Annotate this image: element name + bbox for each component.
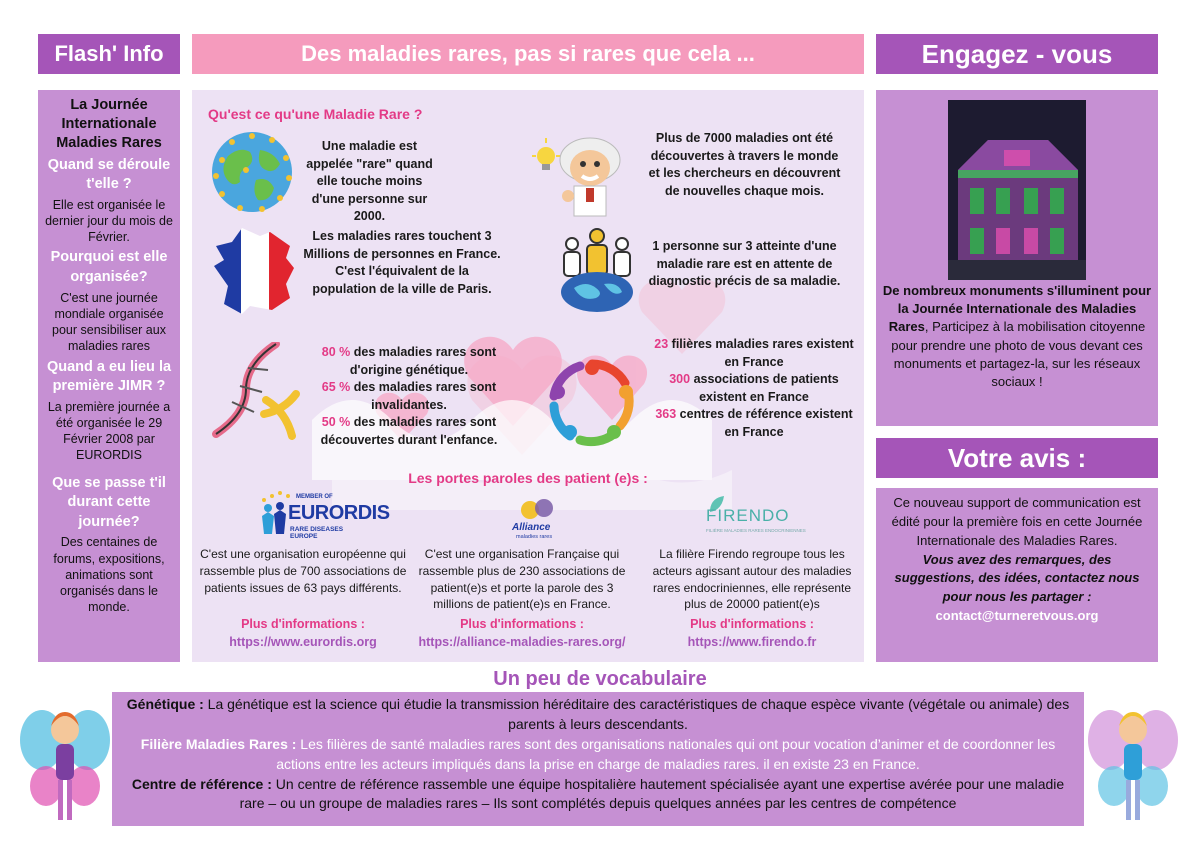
vocab-genetique-def: La génétique est la science qui étudie la transmission héréditaire des caractéristiques de chaque espèce vivante (végétale ou animale) des parents à leurs descendants. <box>203 696 1070 732</box>
question-why: Pourquoi est elle organisée? <box>50 249 168 285</box>
engagez-header: Engagez - vous <box>876 34 1158 74</box>
firendo-desc: La filière Firendo regroupe tous les acteurs agissant autour des maladies rares endocriniennes, elle représente plus de 20000 patient(e)s <box>652 547 852 612</box>
eurordis-sub: RARE DISEASES EUROPE <box>290 526 344 540</box>
flash-info-header: Flash' Info <box>38 34 180 74</box>
avis-invite: Vous avez des remarques, des suggestions, des idées, contactez nous pour nous les partager : <box>894 551 1140 605</box>
stat-50-text: des maladies rares sont découvertes durant l'enfance. <box>320 415 498 447</box>
vocab-title: Un peu de vocabulaire <box>493 668 707 690</box>
fact-rare-definition: Une maladie est appelée "rare" quand elle touche moins d'une personne sur 2000. <box>306 139 433 223</box>
answer-what: Des centaines de forums, expositions, animations sont organisés dans le monde. <box>53 535 165 615</box>
question-what: Que se passe t'il durant cette journée? <box>52 474 166 530</box>
alliance-link[interactable]: https://alliance-maladies-rares.org/ <box>418 634 626 649</box>
answer-why: C'est une journée mondiale organisée pour sensibiliser aux maladies rares <box>52 290 166 354</box>
stat-80-pct: 80 % <box>321 345 351 359</box>
vocab-filiere-term: Filière Maladies Rares : <box>140 735 297 752</box>
scientist-icon <box>532 130 632 218</box>
community-circle-icon <box>544 354 640 450</box>
stat-80 <box>300 344 518 379</box>
monument-illustration <box>948 100 1086 280</box>
stat-300-num: 300 <box>669 372 691 386</box>
stat-300-text: associations de patients existent en France <box>690 372 839 404</box>
fairy-girl-right-icon <box>1088 700 1178 830</box>
stat-80-text: des maladies rares sont d'origine génétique. <box>349 345 497 377</box>
alliance-logo <box>508 496 568 542</box>
firendo-more-label: Plus d'informations : <box>690 617 814 631</box>
stat-363-text: centres de référence existent en France <box>676 407 853 439</box>
firendo-wordmark: FIRENDO <box>706 506 790 525</box>
alliance-sub: maladies rares <box>516 534 553 540</box>
engagez-rest: , Participez à la mobilisation citoyenne pour prendre une photo de vous devant ces monuments et partagez-la, sur les réseaux sociaux ! <box>891 319 1146 389</box>
stat-300 <box>654 371 854 406</box>
firendo-more <box>642 616 862 651</box>
firendo-sub: FILIÈRE MALADIES RARES ENDOCRINIENNES <box>706 528 806 533</box>
question-first: Quand a eu lieu la première JIMR ? <box>46 358 172 395</box>
vocab-centre <box>122 775 1074 815</box>
eurordis-logo <box>252 490 390 542</box>
eurordis-link[interactable]: https://www.eurordis.org <box>229 634 377 649</box>
eurordis-wordmark: EURORDIS <box>288 502 390 524</box>
eurordis-desc: C'est une organisation européenne qui rassemble plus de 700 associations de patients issues de 63 pays différents. <box>199 547 407 595</box>
vocab-centre-def: Un centre de référence rassemble une équipe hospitalière hautement spécialisée ayant une expertise avérée pour une maladie rare – ou un groupe de maladies rares – Ils sont complétés depuis quelques années par les centres de compétence <box>239 775 1065 812</box>
jimr-title: La Journée Internationale Maladies Rares <box>56 97 162 151</box>
eurordis-more <box>198 616 408 651</box>
contact-email[interactable]: contact@turneretvous.org <box>935 608 1099 624</box>
fact-diagnosis: 1 personne sur 3 atteinte d'une maladie rare est en attente de diagnostic précis de sa maladie. <box>648 239 841 288</box>
question-when: Quand se déroule t'elle ? <box>47 156 171 193</box>
fairy-girl-left-icon <box>20 700 110 830</box>
illuminated-monument-photo <box>948 100 1086 280</box>
eurordis-more-label: Plus d'informations : <box>241 617 365 631</box>
stat-23-num: 23 <box>654 337 669 351</box>
porte-paroles-title: Les portes paroles des patient (e)s : <box>408 470 648 486</box>
avis-header: Votre avis : <box>876 438 1158 478</box>
stat-65-text: des maladies rares sont invalidantes. <box>350 380 497 412</box>
stats-genetic <box>300 344 518 449</box>
vocab-genetique <box>122 695 1074 735</box>
answer-when: Elle est organisée le dernier jour du mois de Février. <box>45 197 173 245</box>
stat-23 <box>654 336 854 371</box>
rare-disease-panel <box>192 90 864 662</box>
dna-icon <box>206 342 306 440</box>
alliance-desc: C'est une organisation Française qui rassemble plus de 230 associations de patient(e)s et porte la parole des 3 millions de patient(e)s en France. <box>418 547 626 612</box>
engagez-bold: De nombreux monuments s'illuminent pour la Journée Internationale des Maladies Rares <box>882 283 1152 335</box>
stat-65 <box>300 379 518 414</box>
stat-363-num: 363 <box>655 407 677 421</box>
france-map-icon <box>212 226 298 316</box>
answer-first: La première journée a été organisée le 29 Février 2008 par EURORDIS <box>47 399 171 463</box>
vocab-centre-term: Centre de référence : <box>131 775 272 792</box>
stat-50 <box>300 414 518 449</box>
engagez-text <box>882 282 1152 391</box>
avis-text: Ce nouveau support de communication est édité pour la première fois en cette Journée Internationale des Maladies Rares. <box>891 495 1143 548</box>
people-earth-icon <box>554 228 640 314</box>
alliance-more-label: Plus d'informations : <box>460 617 584 631</box>
eurordis-member: MEMBER OF <box>296 494 333 500</box>
stats-network <box>654 336 854 441</box>
vocab-filiere-def: Les filières de santé maladies rares sont des organisations nationales qui ont pour vocation d’animer et de coordonner les actions entre les acteurs impliqués dans la prise en charge de maladies rares. il en existe 23 en France. <box>276 735 1056 772</box>
stat-23-text: filières maladies rares existent en France <box>668 337 854 369</box>
flash-info-panel <box>38 90 180 662</box>
fact-3-million: Les maladies rares touchent 3 Millions de personnes en France. C'est l'équivalent de la population de la ville de Paris. <box>303 229 501 296</box>
fact-7000-diseases: Plus de 7000 maladies ont été découvertes à travers le monde et les chercheurs en découvrent de nouvelles chaque mois. <box>648 131 841 198</box>
main-title: Des maladies rares, pas si rares que cela ... <box>192 34 864 74</box>
firendo-link[interactable]: https://www.firendo.fr <box>687 634 817 649</box>
vocab-genetique-term: Génétique : <box>126 696 204 712</box>
section-title: Qu'est ce qu'une Maladie Rare ? <box>208 106 423 122</box>
stat-363 <box>654 406 854 441</box>
alliance-wordmark: Alliance <box>512 522 551 533</box>
alliance-more <box>412 616 632 651</box>
stat-65-pct: 65 % <box>321 380 351 394</box>
vocab-filiere <box>122 735 1074 775</box>
stat-50-pct: 50 % <box>321 415 351 429</box>
vocab-panel <box>112 692 1084 826</box>
firendo-logo <box>692 494 822 540</box>
avis-panel <box>876 488 1158 662</box>
engagez-panel <box>876 90 1158 426</box>
globe-people-icon <box>210 130 294 214</box>
